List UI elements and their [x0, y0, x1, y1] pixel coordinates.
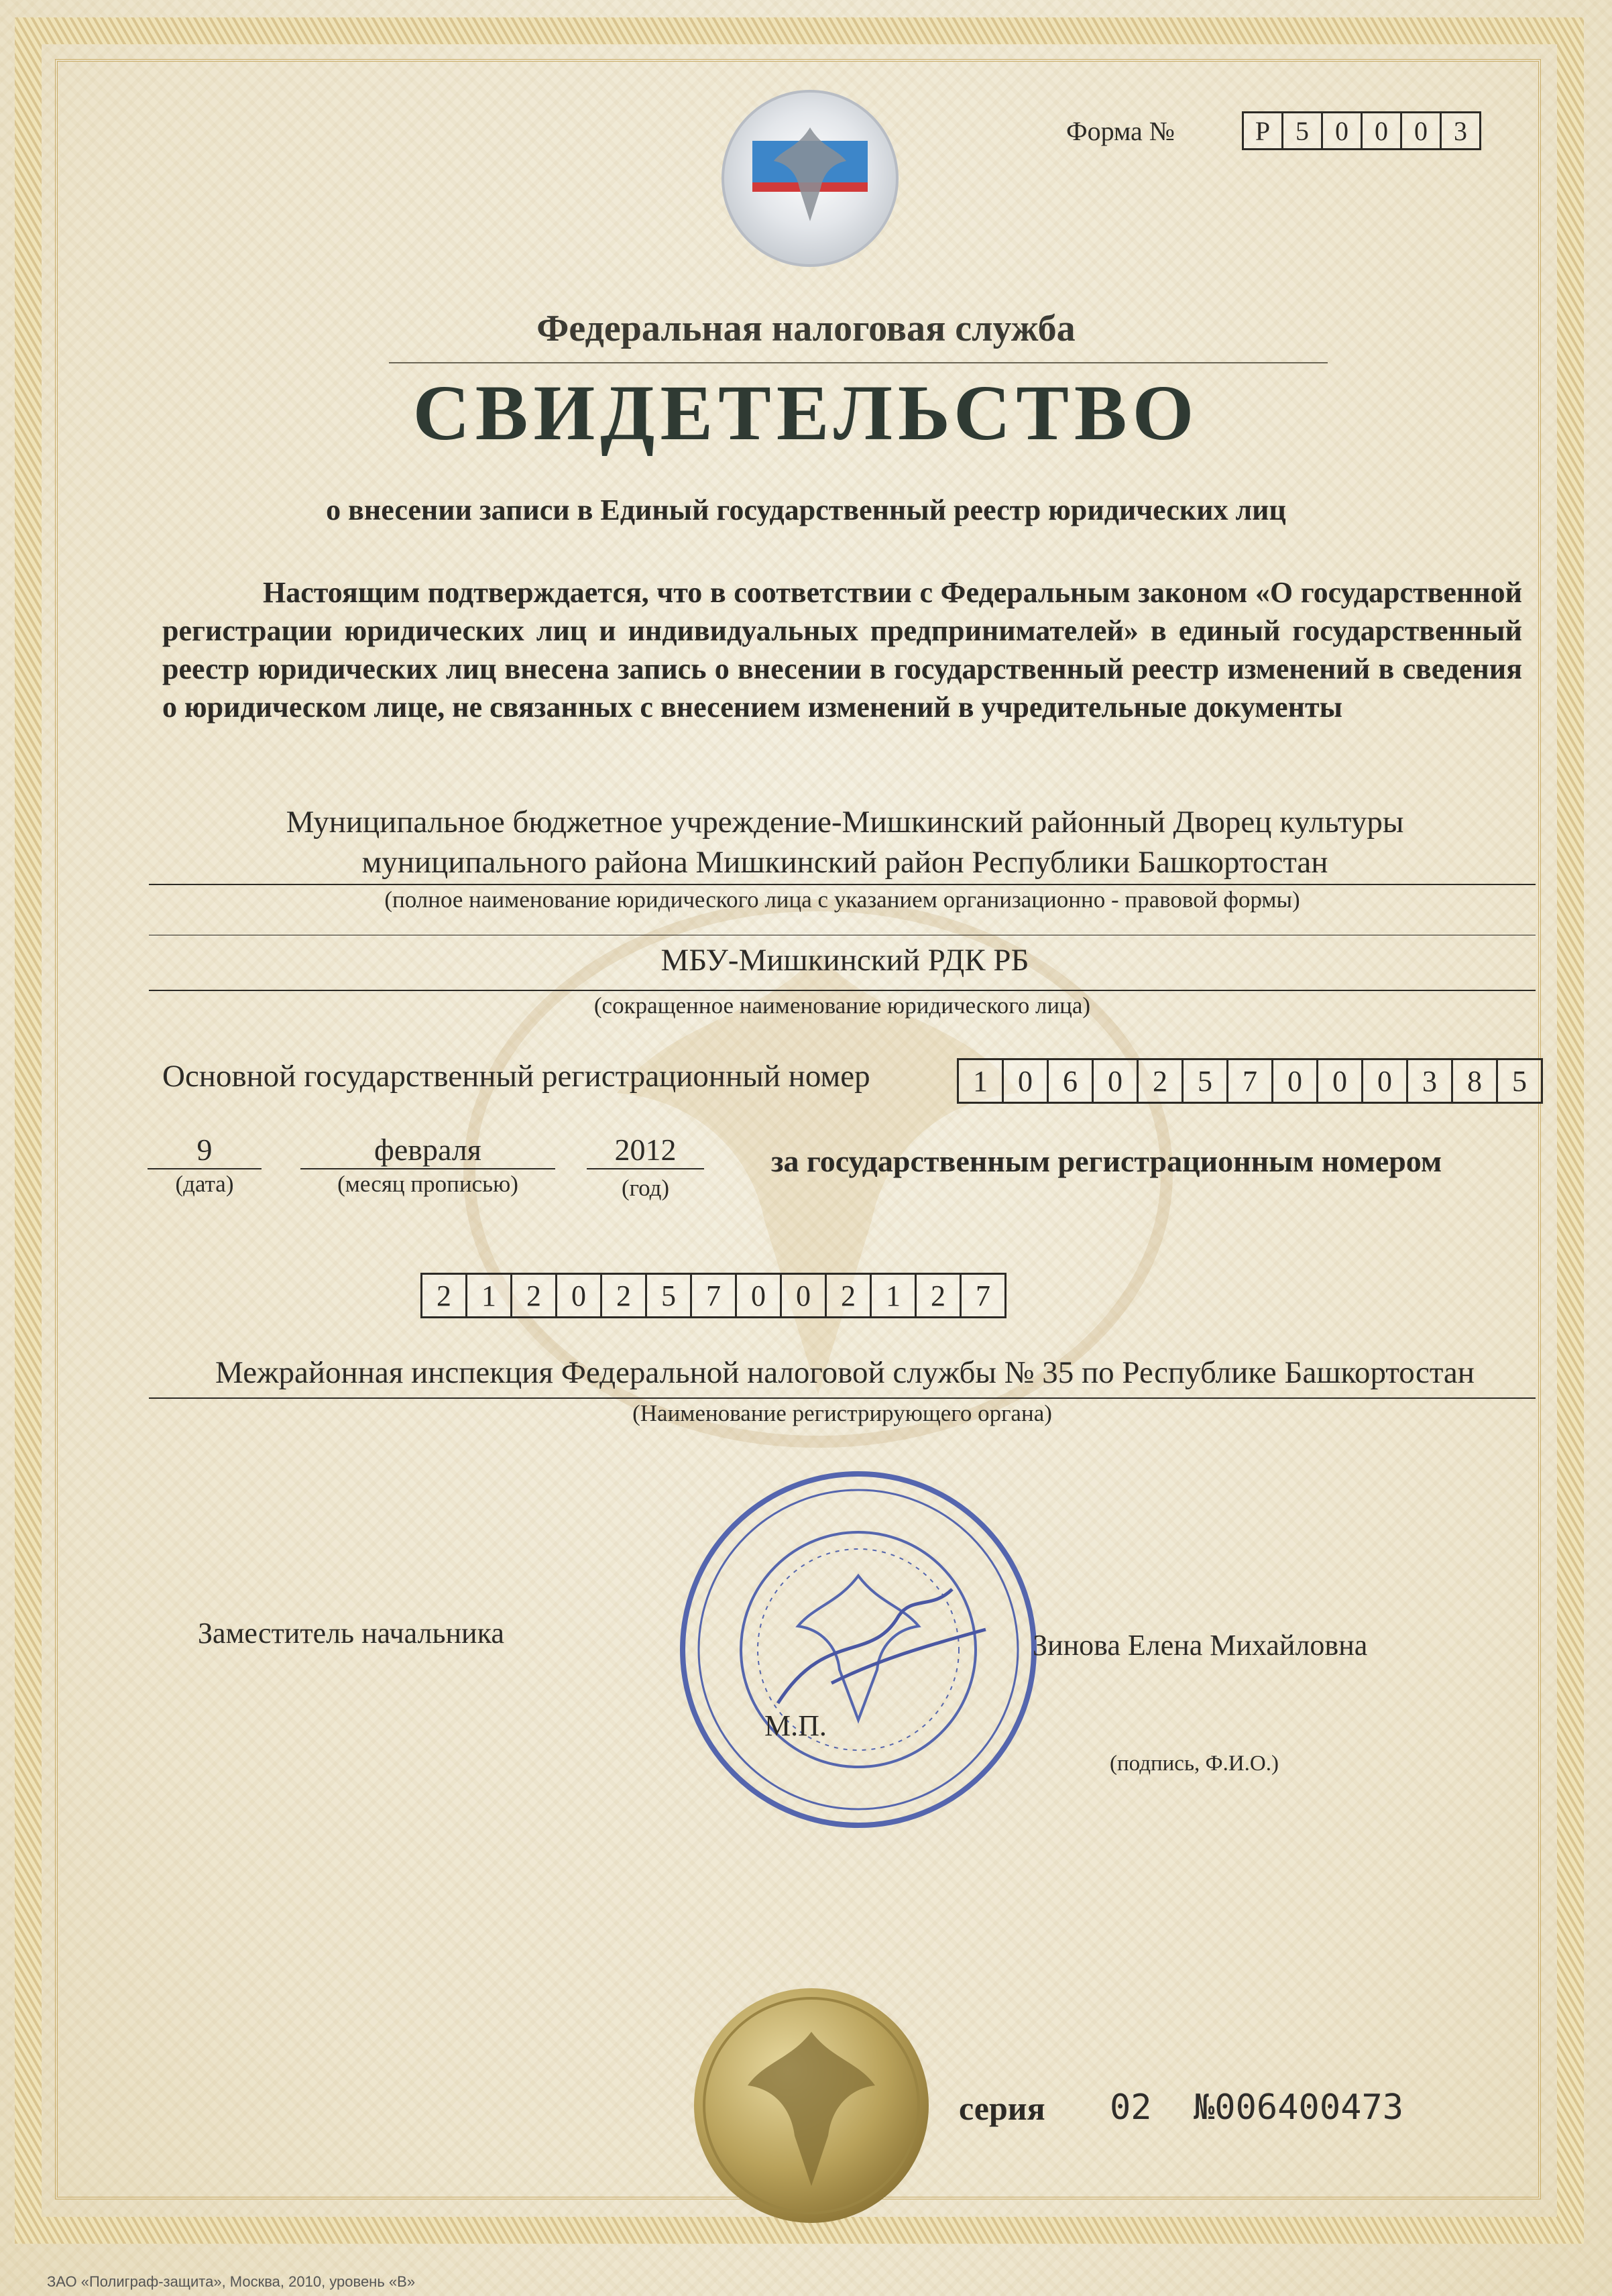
signer-position: Заместитель начальника [198, 1617, 504, 1650]
date-year: 2012 [614, 1133, 677, 1167]
authority-rule [149, 1397, 1536, 1399]
ogrn-label: Основной государственный регистрационный номер [162, 1059, 870, 1094]
ogrn-digit: 0 [1092, 1058, 1139, 1104]
org-full-name-line1: Муниципальное бюджетное учреждение-Мишкинский районный Дворец культуры [286, 805, 1404, 840]
ogrn-digit: 0 [1002, 1058, 1049, 1104]
blank-number: №006400473 [1194, 2087, 1404, 2128]
grn-digit: 2 [420, 1273, 467, 1318]
authority-caption: (Наименование регистрирующего органа) [632, 1400, 1052, 1426]
grn-digit: 0 [735, 1273, 782, 1318]
grn-digit: 2 [600, 1273, 647, 1318]
form-code-cell: 5 [1281, 111, 1323, 150]
ogrn-digit: 5 [1496, 1058, 1543, 1104]
grn-digit: 5 [645, 1273, 692, 1318]
ogrn-digit: 1 [957, 1058, 1004, 1104]
form-number-label: Форма № [1066, 116, 1175, 146]
grn-digit: 1 [870, 1273, 917, 1318]
date-day-caption: (дата) [175, 1171, 234, 1197]
ogrn-digit: 3 [1406, 1058, 1453, 1104]
form-code-cell: 3 [1440, 111, 1481, 150]
grn-digit: 7 [690, 1273, 737, 1318]
grn-digit: 0 [555, 1273, 602, 1318]
printer-imprint: ЗАО «Полиграф-защита», Москва, 2010, уровень «В» [47, 2273, 416, 2290]
ogrn-digit: 0 [1271, 1058, 1318, 1104]
form-code-cell: Р [1242, 111, 1283, 150]
series-label: серия [959, 2089, 1045, 2127]
short-name-rule [149, 990, 1536, 991]
ogrn-digit: 0 [1316, 1058, 1363, 1104]
form-code-cell: 0 [1400, 111, 1442, 150]
stamp-place-label: М.П. [764, 1709, 827, 1742]
grn-digit: 1 [465, 1273, 512, 1318]
form-code-cell: 0 [1361, 111, 1402, 150]
date-day: 9 [196, 1133, 213, 1167]
org-short-name: МБУ-Мишкинский РДК РБ [660, 943, 1029, 978]
org-full-name [154, 802, 1536, 882]
hologram-emblem-icon [719, 87, 901, 270]
official-stamp-icon [671, 1462, 1046, 1837]
form-code-cell: 0 [1321, 111, 1363, 150]
form-number-boxes [1244, 111, 1481, 150]
org-short-name-caption: (сокращенное наименование юридического лица) [593, 992, 1091, 1019]
grn-digit: 7 [960, 1273, 1006, 1318]
date-day-rule [148, 1168, 262, 1169]
ogrn-digit: 2 [1137, 1058, 1184, 1104]
ogrn-digit: 7 [1226, 1058, 1273, 1104]
date-month-rule [300, 1168, 555, 1169]
signature-caption: (подпись, Ф.И.О.) [1110, 1752, 1279, 1776]
org-full-name-line2: муниципального района Мишкинский район Республики Башкортостан [361, 845, 1328, 880]
grn-digit: 2 [915, 1273, 962, 1318]
grn-digit: 0 [780, 1273, 827, 1318]
grn-digit: 2 [825, 1273, 872, 1318]
certificate-title: СВИДЕТЕЛЬСТВО [412, 369, 1200, 457]
date-year-caption: (год) [621, 1175, 670, 1201]
registering-authority: Межрайонная инспекция Федеральной налоговой службы № 35 по Республике Башкортостан [215, 1355, 1475, 1390]
grn-digit: 2 [510, 1273, 557, 1318]
date-month-caption: (месяц прописью) [337, 1171, 518, 1197]
gold-seal-icon [691, 1985, 932, 2226]
certification-text: Настоящим подтверждается, что в соответствии с Федеральным законом «О государственной регистрации юридических лиц и индивидуальных предпринимателей» в единый государственный реестр юридических лиц внесена запись о внесении в государственный реестр изменений в сведения о юридическом лице, не связанных с внесением изменений в учредительные документы [162, 576, 1522, 724]
registration-number-label: за государственным регистрационным номером [771, 1144, 1442, 1178]
org-full-name-caption: (полное наименование юридического лица с указанием организационно - правовой формы) [384, 886, 1300, 913]
certificate-subtitle: о внесении записи в Единый государственный реестр юридических лиц [326, 494, 1286, 526]
ogrn-digit: 8 [1451, 1058, 1498, 1104]
ogrn-digit: 6 [1047, 1058, 1094, 1104]
ogrn-digit: 5 [1182, 1058, 1228, 1104]
date-month: февраля [374, 1133, 481, 1167]
org-full-name-rule [149, 884, 1536, 885]
agency-rule [389, 362, 1328, 363]
ogrn-digit: 0 [1361, 1058, 1408, 1104]
series-value: 02 [1110, 2087, 1152, 2128]
agency-title: Федеральная налоговая служба [536, 308, 1076, 349]
ogrn-boxes [959, 1058, 1543, 1104]
signer-name: Зинова Елена Михайловна [1033, 1629, 1368, 1662]
grn-boxes [422, 1273, 1006, 1318]
date-year-rule [587, 1168, 704, 1169]
